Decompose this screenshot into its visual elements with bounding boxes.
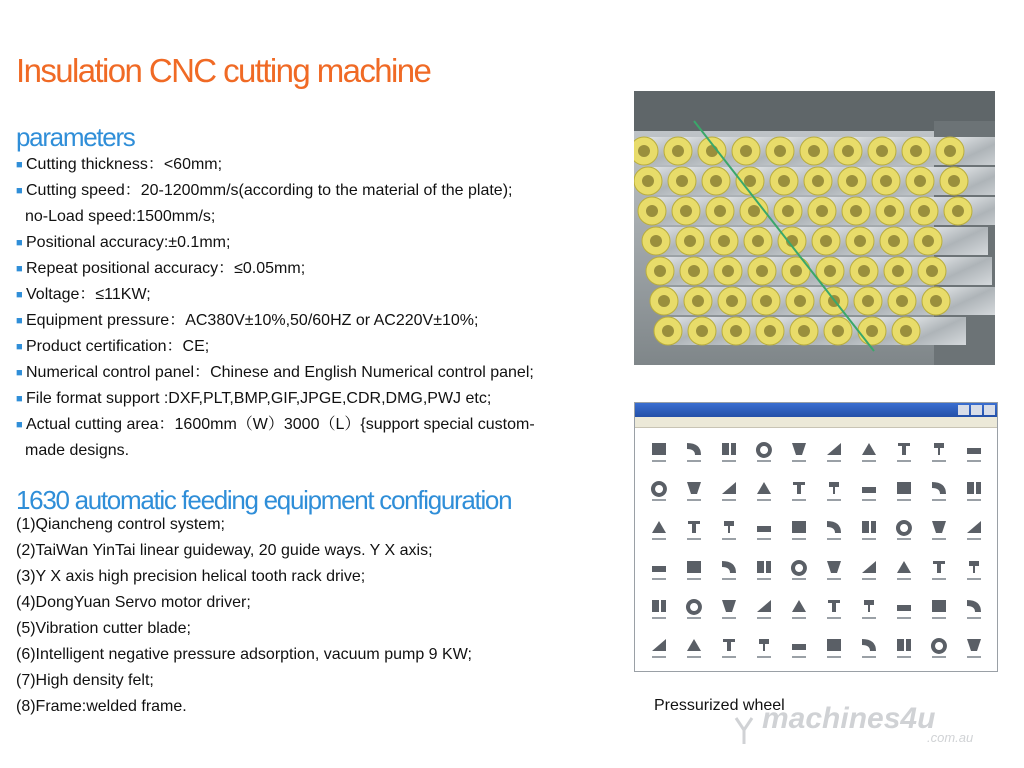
pipe-roll-hole [832,325,844,337]
configuration-heading: 1630 automatic feeding equipment configuration [16,485,512,515]
pipe-roll-hole [684,235,696,247]
pipe-roll-hole [896,295,908,307]
pipe-roll-hole [752,235,764,247]
svg-text:machines4u: machines4u [762,702,936,735]
shape-thumbnail [781,549,816,588]
pipe-roll-hole [880,175,892,187]
pipe-roll-hole [744,175,756,187]
pipe-roll-hole [820,235,832,247]
pipe-roll-hole [794,295,806,307]
shape-thumbnail [921,431,956,470]
pipe-roll-hole [790,265,802,277]
shape-thumbnail [956,588,991,627]
shape-thumbnail [746,510,781,549]
shape-thumbnail [711,628,746,667]
pipe-roll-hole [714,205,726,217]
pipe-roll-hole [846,175,858,187]
window-titlebar [635,403,997,417]
config-item: (1)Qiancheng control system; [16,516,225,533]
parameter-item: ■ Product certification：CE; [16,334,535,360]
bullet-square-icon: ■ [16,289,23,301]
shape-thumbnail [641,588,676,627]
pipe-roll-hole [730,325,742,337]
bullet-square-icon: ■ [16,159,23,171]
pipe-roll-hole [808,145,820,157]
config-item: (3)Y X axis high precision helical tooth rack drive; [16,568,366,585]
shape-thumbnail [641,549,676,588]
pipe-roll-hole [816,205,828,217]
pipe-roll-hole [944,145,956,157]
pipe-roll-hole [850,205,862,217]
window-menubar [635,417,997,428]
page-title: Insulation CNC cutting machine [16,52,431,89]
pipe-roll-hole [646,205,658,217]
parameter-item: ■ Voltage：≤11KW; [16,282,535,308]
pipe-roll-hole [740,145,752,157]
pipe-roll-hole [642,175,654,187]
shape-thumbnail [746,470,781,509]
shape-thumbnail [746,588,781,627]
pipe-roll-hole [722,265,734,277]
machines4u-watermark-logo [722,700,992,746]
pipe-roll-hole [900,325,912,337]
parameters-heading: parameters [16,122,135,152]
pipe-roll-hole [914,175,926,187]
pipe-roll-hole [798,325,810,337]
insulation-pipes-photo [634,91,995,365]
config-item: (7)High density felt; [16,672,154,689]
pipe-roll-hole [726,295,738,307]
bullet-square-icon: ■ [16,185,23,197]
shape-thumbnail [851,549,886,588]
shape-thumbnail [781,628,816,667]
parameter-item: ■ Cutting speed：20-1200mm/s(according to the material of the plate); [16,178,535,204]
shape-thumbnail [816,510,851,549]
pipe-roll-hole [812,175,824,187]
shape-thumbnail [711,431,746,470]
pipe-roll-hole [764,325,776,337]
pipe-roll-hole [862,295,874,307]
bullet-square-icon: ■ [16,263,23,275]
pipe-roll-hole [710,175,722,187]
pipe-roll-hole [866,325,878,337]
pipe-roll-hole [654,265,666,277]
shape-thumbnail [956,431,991,470]
pipe-roll-hole [778,175,790,187]
shape-thumbnail [711,549,746,588]
shape-thumbnail [641,510,676,549]
shape-thumbnail [676,431,711,470]
shape-thumbnail [921,588,956,627]
shape-thumbnail [816,549,851,588]
maximize-icon [971,405,982,415]
shape-thumbnail [711,510,746,549]
pipe-roll-hole [888,235,900,247]
pipe-roll-hole [782,205,794,217]
shape-thumbnail [816,431,851,470]
pipe-roll-hole [948,175,960,187]
shape-thumbnail [676,510,711,549]
pipe-roll-hole [910,145,922,157]
pipe-roll-hole [760,295,772,307]
config-item: (4)DongYuan Servo motor driver; [16,594,251,611]
insulation-pipes-illustration [634,91,995,365]
shape-thumbnail [641,431,676,470]
shape-thumbnail [921,549,956,588]
shape-thumbnail [746,549,781,588]
shape-thumbnail [711,470,746,509]
pipe-roll-hole [672,145,684,157]
config-item: (8)Frame:welded frame. [16,698,187,715]
pipe-roll-hole [876,145,888,157]
shape-thumbnail [781,470,816,509]
bullet-square-icon: ■ [16,367,23,379]
shape-thumbnail [886,628,921,667]
pipe-roll-hole [922,235,934,247]
shape-thumbnail [886,549,921,588]
pipe-roll-hole [774,145,786,157]
bullet-square-icon: ■ [16,341,23,353]
pipe-roll-hole [680,205,692,217]
shape-thumbnail [921,470,956,509]
svg-text:.com.au: .com.au [927,730,974,745]
shape-library-grid [641,431,991,667]
pipe-roll-hole [952,205,964,217]
pipe-roll-hole [926,265,938,277]
shape-thumbnail [851,431,886,470]
parameter-item: ■ Equipment pressure：AC380V±10%,50/60HZ or AC220V±10%; [16,308,535,334]
shape-thumbnail [851,470,886,509]
shape-thumbnail [886,510,921,549]
bullet-square-icon: ■ [16,419,23,431]
pipe-roll-hole [756,265,768,277]
pipe-roll-hole [858,265,870,277]
pipe-roll-hole [842,145,854,157]
software-window-screenshot [634,402,998,672]
pipe-roll-hole [638,145,650,157]
shape-thumbnail [816,628,851,667]
parameter-item: ■ Positional accuracy:±0.1mm; [16,230,535,256]
pipe-roll-hole [718,235,730,247]
shape-thumbnail [746,431,781,470]
close-icon [984,405,995,415]
shape-thumbnail [711,588,746,627]
shape-thumbnail [886,431,921,470]
bullet-square-icon: ■ [16,315,23,327]
shape-thumbnail [921,510,956,549]
shape-thumbnail [851,588,886,627]
parameter-item: ■ Repeat positional accuracy：≤0.05mm; [16,256,535,282]
config-item: (2)TaiWan YinTai linear guideway, 20 guide ways. Y X axis; [16,542,433,559]
shape-thumbnail [886,588,921,627]
parameter-item-continuation: no-Load speed:1500mm/s; [25,208,216,225]
shape-thumbnail [746,628,781,667]
parameter-item: ■ File format support :DXF,PLT,BMP,GIF,JPGE,CDR,DMG,PWJ etc; [16,386,535,412]
shape-thumbnail [956,470,991,509]
pipe-roll-hole [884,205,896,217]
pipe-roll-hole [658,295,670,307]
shape-thumbnail [676,470,711,509]
pipe-roll-hole [930,295,942,307]
parameter-item-continuation: made designs. [25,442,130,459]
pipe-roll-hole [688,265,700,277]
shape-thumbnail [956,510,991,549]
parameters-list [16,152,535,464]
shape-thumbnail [641,628,676,667]
pipe-roll-hole [748,205,760,217]
pipe-roll-hole [696,325,708,337]
shape-thumbnail [816,470,851,509]
config-item: (5)Vibration cutter blade; [16,620,191,637]
shape-thumbnail [781,431,816,470]
pipe-roll-hole [650,235,662,247]
pipe-roll-hole [692,295,704,307]
pipe-roll-hole [706,145,718,157]
shape-thumbnail [676,549,711,588]
bullet-square-icon: ■ [16,393,23,405]
bullet-square-icon: ■ [16,237,23,249]
shape-thumbnail [956,549,991,588]
shape-thumbnail [676,588,711,627]
shape-thumbnail [781,510,816,549]
pipe-roll-hole [662,325,674,337]
minimize-icon [958,405,969,415]
pipe-roll-hole [824,265,836,277]
shape-thumbnail [956,628,991,667]
shape-thumbnail [921,628,956,667]
shape-thumbnail [851,628,886,667]
pipe-roll-hole [854,235,866,247]
shape-thumbnail [886,470,921,509]
pipe-roll-hole [918,205,930,217]
parameter-item: ■ Cutting thickness：<60mm; [16,152,535,178]
parameter-item: ■ Actual cutting area：1600mm（W）3000（L）{support special custom- [16,412,535,438]
shape-thumbnail [781,588,816,627]
shape-thumbnail [641,470,676,509]
config-item: (6)Intelligent negative pressure adsorption, vacuum pump 9 KW; [16,646,472,663]
parameter-item: ■ Numerical control panel：Chinese and English Numerical control panel; [16,360,535,386]
shape-thumbnail [851,510,886,549]
pipe-roll-hole [892,265,904,277]
image-caption: Pressurized wheel [654,697,785,714]
pipe-roll-hole [676,175,688,187]
configuration-list [16,512,472,720]
shape-thumbnail [676,628,711,667]
shape-thumbnail [816,588,851,627]
